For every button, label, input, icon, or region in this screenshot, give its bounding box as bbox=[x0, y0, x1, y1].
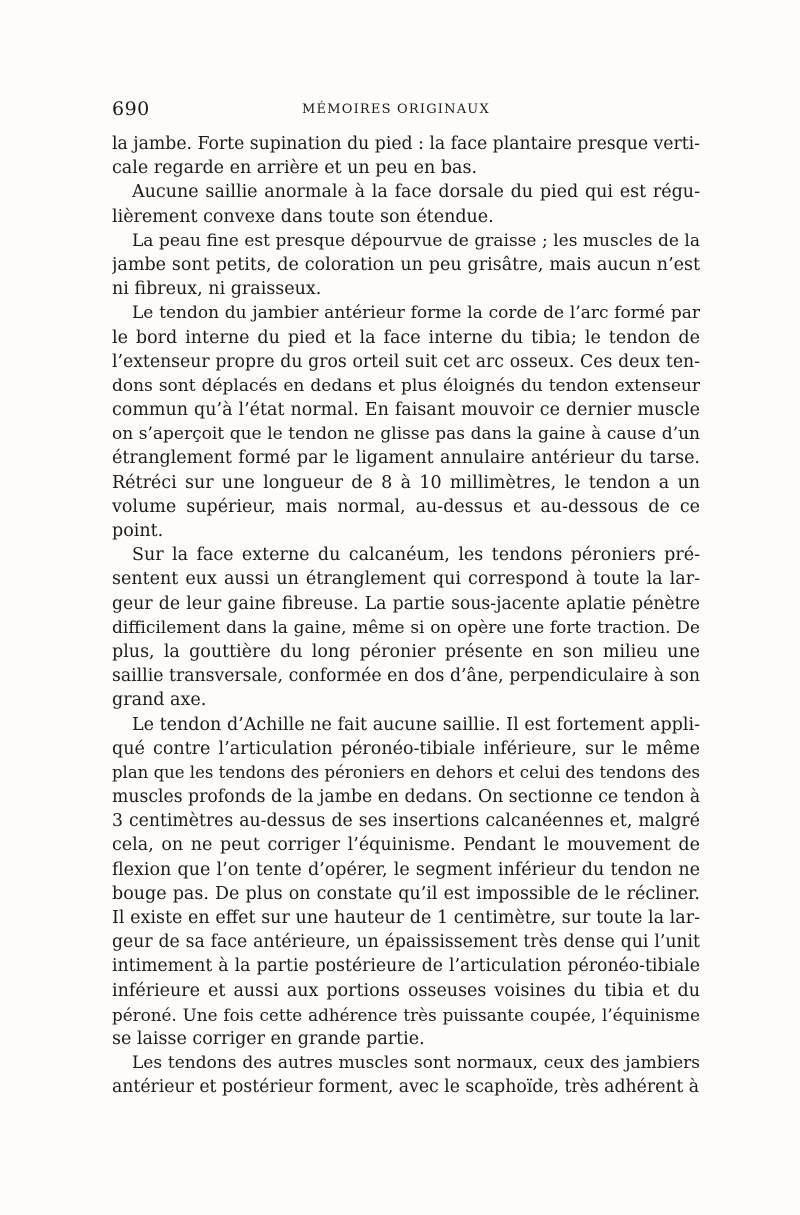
text-line: Le tendon du jambier antérieur forme la corde de l’arc formé par bbox=[132, 303, 700, 324]
text-line: geur de leur gaine fibreuse. La partie sous-jacente aplatie pénètre bbox=[112, 593, 700, 614]
paragraph bbox=[112, 132, 700, 180]
text-line: se laisse corriger en grande partie. bbox=[112, 1028, 425, 1049]
text-line: Aucune saillie anormale à la face dorsale du pied qui est régu- bbox=[132, 182, 700, 203]
text-line: jambe sont petits, de coloration un peu grisâtre, mais aucun n’est bbox=[112, 254, 700, 275]
body-text bbox=[112, 132, 700, 1100]
text-line: bouge pas. De plus on constate qu’il est impossible de le récliner. bbox=[112, 883, 700, 904]
text-line: le bord interne du pied et la face interne du tibia; le tendon de bbox=[112, 327, 700, 348]
text-line: dons sont déplacés en dedans et plus éloignés du tendon extenseur bbox=[112, 375, 700, 396]
text-line: cela, on ne peut corriger l’équinisme. Pendant le mouvement de bbox=[112, 835, 700, 856]
text-line: Les tendons des autres muscles sont normaux, ceux des jambiers bbox=[132, 1053, 700, 1074]
text-line: commun qu’à l’état normal. En faisant mouvoir ce dernier muscle bbox=[112, 400, 700, 421]
text-line: cale regarde en arrière et un peu en bas. bbox=[112, 158, 478, 179]
page-header bbox=[112, 96, 700, 126]
paragraph bbox=[112, 1051, 700, 1099]
text-line: Il existe en effet sur une hauteur de 1 centimètre, sur toute la lar- bbox=[112, 908, 700, 928]
text-line: on s’aperçoit que le tendon ne glisse pas dans la gaine à cause d’un bbox=[112, 424, 700, 445]
text-line: grand axe. bbox=[112, 690, 207, 711]
text-line: Le tendon d’Achille ne fait aucune saillie. Il est fortement appli- bbox=[132, 714, 700, 735]
paragraph bbox=[112, 301, 700, 543]
text-line: saillie transversale, conformée en dos d’âne, perpendiculaire à son bbox=[112, 666, 700, 687]
text-line: geur de sa face antérieure, un épaississement très dense qui l’unit bbox=[112, 932, 700, 953]
running-title: MÉMOIRES ORIGINAUX bbox=[302, 102, 490, 117]
text-line: l’extenseur propre du gros orteil suit cet arc osseux. Ces deux ten- bbox=[112, 351, 700, 372]
text-line: étranglement formé par le ligament annulaire antérieur du tarse. bbox=[112, 448, 700, 469]
text-line: difficilement dans la gaine, même si on opère une forte traction. De bbox=[112, 617, 700, 638]
paragraph bbox=[112, 180, 700, 228]
text-line: sentent eux aussi un étranglement qui correspond à toute la lar- bbox=[112, 569, 700, 590]
text-line: qué contre l’articulation péronéo-tibiale inférieure, sur le même bbox=[112, 738, 700, 759]
text-line: La peau fine est presque dépourvue de graisse ; les muscles de la bbox=[132, 230, 700, 251]
text-line: point. bbox=[112, 521, 164, 541]
text-line: inférieure et aussi aux portions osseuses voisines du tibia et du bbox=[112, 980, 700, 1001]
text-line: flexion que l’on tente d’opérer, le segment inférieur du tendon ne bbox=[112, 859, 700, 880]
paragraph bbox=[112, 229, 700, 302]
text-line: muscles profonds de la jambe en dedans. On sectionne ce tendon à bbox=[112, 787, 700, 808]
text-line: plus, la gouttière du long péronier présente en son milieu une bbox=[112, 641, 700, 662]
text-line: intimement à la partie postérieure de l’articulation péronéo-tibiale bbox=[112, 956, 700, 977]
text-line: plan que les tendons des péroniers en dehors et celui des tendons des bbox=[112, 762, 700, 782]
text-line: péroné. Une fois cette adhérence très puissante coupée, l’équinisme bbox=[112, 1004, 700, 1025]
text-line: 3 centimètres au-dessus de ses insertions calcanéennes et, malgré bbox=[112, 811, 700, 832]
text-line: Rétréci sur une longueur de 8 à 10 millimètres, le tendon a un bbox=[112, 472, 700, 493]
text-line: antérieur et postérieur forment, avec le scaphoïde, très adhérent à bbox=[112, 1077, 700, 1098]
text-line: volume supérieur, mais normal, au-dessus et au-dessous de ce bbox=[112, 496, 700, 517]
paragraph bbox=[112, 543, 700, 712]
text-line: Sur la face externe du calcanéum, les tendons péroniers pré- bbox=[132, 545, 700, 566]
paragraph bbox=[112, 713, 700, 1052]
text-line: lièrement convexe dans toute son étendue. bbox=[112, 206, 494, 227]
text-line: ni fibreux, ni graisseux. bbox=[112, 279, 322, 300]
page-number: 690 bbox=[112, 98, 150, 120]
text-line: la jambe. Forte supination du pied : la face plantaire presque verti- bbox=[112, 134, 700, 154]
